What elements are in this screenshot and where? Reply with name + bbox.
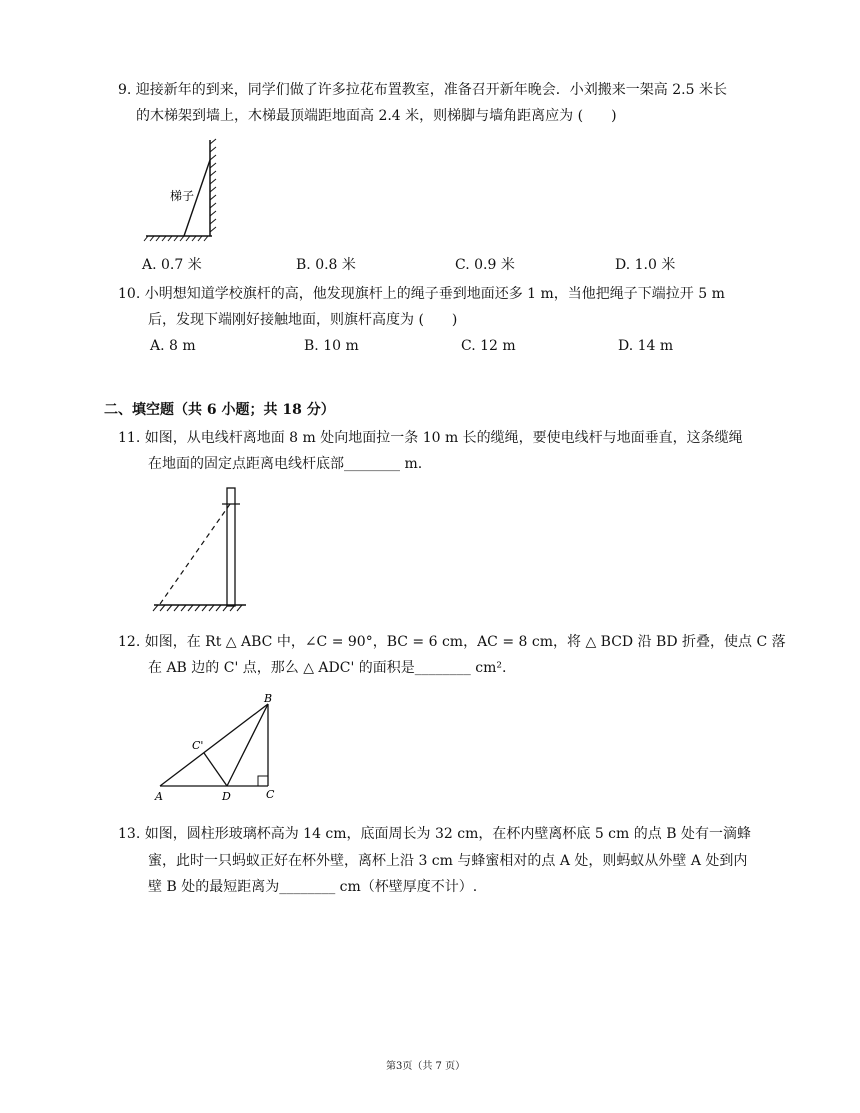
q12-triangle-figure (150, 692, 290, 804)
q9-option-b[interactable]: B. 0.8 米 (296, 257, 356, 273)
q12-label-c: C (266, 788, 275, 801)
q12-label-c-prime: C' (192, 739, 204, 752)
q12-label-d: D (222, 790, 231, 803)
q9-ladder-figure (140, 138, 220, 244)
q9-option-a[interactable]: A. 0.7 米 (142, 257, 202, 273)
q13-text-line-3: 壁 B 处的最短距离为________ cm（杯壁厚度不计）. (148, 879, 478, 895)
page-footer: 第3页（共 7 页） (386, 1061, 466, 1072)
q10-option-d[interactable]: D. 14 m (618, 338, 674, 354)
q12-text-line-2: 在 AB 边的 C' 点，那么 △ ADC' 的面积是________ cm². (148, 660, 507, 676)
q10-option-b[interactable]: B. 10 m (304, 338, 359, 354)
q13-text-line-2: 蜜，此时一只蚂蚁正好在杯外壁，离杯上沿 3 cm 与蜂蜜相对的点 A 处，则蚂蚁从外壁 A 处到内 (148, 853, 748, 869)
q11-text-line-2: 在地面的固定点距离电线杆底部________ m. (148, 456, 423, 472)
section-heading-fill-blank: 二、填空题（共 6 小题；共 18 分） (104, 402, 335, 418)
q11-text-line-1: 11. 如图，从电线杆离地面 8 m 处向地面拉一条 10 m 长的缆绳，要使电线杆与地面垂直，这条缆绳 (118, 430, 743, 446)
q10-option-c[interactable]: C. 12 m (461, 338, 516, 354)
q10-text-line-1: 10. 小明想知道学校旗杆的高，他发现旗杆上的绳子垂到地面还多 1 m，当他把绳子下端拉开 5 m (118, 286, 725, 302)
q10-text-line-2: 后，发现下端刚好接触地面，则旗杆高度为 ( ) (148, 312, 458, 328)
q9-option-d[interactable]: D. 1.0 米 (615, 257, 676, 273)
q12-label-a: A (155, 790, 163, 803)
q12-text-line-1: 12. 如图，在 Rt △ ABC 中，∠C = 90°，BC = 6 cm，AC = 8 cm，将 △ BCD 沿 BD 折叠，使点 C 落 (118, 634, 786, 650)
q9-text-line-2: 的木梯架到墙上，木梯最顶端距地面高 2.4 米，则梯脚与墙角距离应为 ( ) (136, 108, 617, 124)
q12-label-b: B (264, 692, 273, 705)
q9-ladder-label: 梯子 (170, 189, 195, 203)
q10-option-a[interactable]: A. 8 m (150, 338, 196, 354)
q13-text-line-1: 13. 如图，圆柱形玻璃杯高为 14 cm，底面周长为 32 cm，在杯内壁离杯底 5 cm 的点 B 处有一滴蜂 (118, 826, 751, 842)
q9-text-line-1: 9. 迎接新年的到来，同学们做了许多拉花布置教室，准备召开新年晚会．小刘搬来一架高 2.5 米长 (118, 82, 727, 98)
q9-option-c[interactable]: C. 0.9 米 (455, 257, 515, 273)
q11-pole-figure (150, 484, 250, 614)
